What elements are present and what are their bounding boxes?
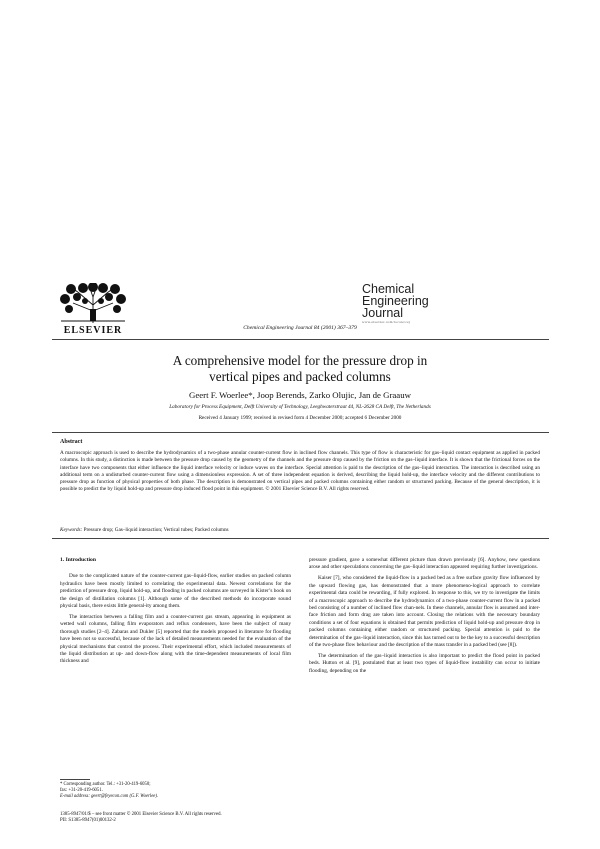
pii-line: PII: S1385-8947(01)00132-2: [60, 818, 116, 824]
footnote-divider: [60, 779, 90, 780]
paragraph: The interaction between a falling film and a counter-current gas stream, appearing in equipment as wetted wall columns, falling film evaporators and reflux condensers, have been the subject of many thorough studies [2–4]. Zabaras and Dukler [5] reported that the models proposed in literature for flooding have been not so successful, because of the lack of detailed measurements needed for the evaluation of the physical mechanisms that control the process. Their experimental effort, which included measurements of the liquid distribution at up- and down-flow along with the time-dependent measurements of local film thickness and: [60, 613, 291, 665]
elsevier-tree-icon: [55, 283, 131, 323]
paragraph: Kaiser [7], who considered the liquid-flow in a packed bed as a free surface gravity flow influenced by the upward flowing gas, has demonstrated that a more phenomeno-logical approach to correlate experimental data could be rewarding, if fully explored. In response to this, we try to investigate the limits of a macroscopic approach to describe the hydrodynamics of a two-phase counter-current flow in a packed bed consisting of a number of inclined flow chan-nels. In these channels, annular flow is assumed and inter-face friction and form drag are taken into account. Closing the relations with the necessary boundary conditions a set of four equations is obtained that permits prediction of liquid hold-up and pressure drop in packed columns containing either random or structured packing. Special attention is paid to the determination of the gas–liquid interaction, since this has turned out to be the key to a successful description of the two-phase flow behaviour and the description of the mass transfer in a packed bed (see [8]).: [309, 575, 540, 648]
journal-logo-line-2: Engineering: [362, 294, 429, 308]
copyright-footer: [60, 812, 310, 825]
publisher-name: ELSEVIER: [63, 325, 123, 336]
keywords: [60, 527, 540, 533]
journal-logo: [362, 283, 444, 324]
body-column-left: [60, 557, 291, 669]
abstract-top-divider: [52, 432, 549, 433]
footnote-line-1: * Corresponding author. Tel.: +31-20-419-6050;: [60, 782, 151, 787]
title-line-2: vertical pipes and packed columns: [209, 369, 391, 384]
affiliation: Laboratory for Process Equipment, Delft University of Technology, Leeghwaterstraat 44, NL-2628 CA Delft, The Netherlands: [169, 404, 431, 410]
footnote: [60, 782, 291, 800]
keywords-text: Pressure drop; Gas–liquid interaction; Vertical tubes; Packed columns: [83, 527, 229, 533]
section-heading: 1. Introduction: [60, 557, 96, 563]
abstract-heading: Abstract: [60, 439, 83, 445]
footnote-line-3: E-mail address: geert@feyecon.com (G.F. Woerlee).: [60, 794, 159, 799]
journal-logo-url: www.elsevier.com/locate/cej: [362, 320, 411, 324]
abstract-bottom-divider: [52, 538, 549, 539]
paragraph: The determination of the gas–liquid interaction is also important to predict the flood point in packed beds. Hutton et al. [9], postulated that at least two types of liquid-flow instability can occur to initiate flooding, depending on the: [309, 652, 540, 674]
paragraph: Due to the complicated nature of the counter-current gas–liquid-flow, earlier studies on packed column hydraulics have been mostly limited to correlating the experimental data. Newest correlations for the prediction of pressure drop, liquid hold-up, and flooding in packed columns are surveyed in Kister’s book on the design of distillation columns [1]. Although some of the described methods do incorporate sound physical basis, there exists little general-ity among them.: [60, 573, 291, 610]
article-title: [70, 353, 530, 385]
header-divider: [52, 339, 549, 340]
copyright-line: 1385-8947/01/$ – see front matter © 2001 Elsevier Science B.V. All rights reserved.: [60, 812, 222, 817]
keywords-label: Keywords:: [60, 527, 83, 533]
journal-logo-line-1: Chemical: [362, 282, 415, 296]
journal-logo-line-3: Journal: [362, 306, 403, 320]
title-line-1: A comprehensive model for the pressure drop in: [172, 353, 428, 368]
journal-citation: Chemical Engineering Journal 84 (2001) 367–379: [243, 325, 357, 331]
received-dates: Received 4 January 1999; received in revised form 4 December 2000; accepted 6 December 2000: [198, 415, 402, 421]
paragraph: pressure gradient, gave a somewhat different picture than drawn previously [6]. Anyhow, new questions arose and other speculations concerning the gas–liquid interaction appeared requiring further investigations.: [309, 557, 540, 571]
authors: Geert F. Woerlee*, Joop Berends, Zarko Olujic, Jan de Graauw: [189, 390, 411, 400]
abstract-text: A macroscopic approach is used to describe the hydrodynamics of a two-phase annular counter-current flow in inclined flow channels. This type of flow is characteristic for gas–liquid contact equipment as applied in packed columns. In this study, a distinction is made between the pressure drop caused by the geometry of the channels and the pressure drop caused by the friction on the gas–liquid interface. It is shown that the frictional forces on the interface have two components that either influence the liquid interface velocity or induce waves on the interface. Special attention is paid to the description of the gas–liquid interaction. The interaction is described using an additional term on a undisturbed counter-current flow using a dimensionless expression. A set of three independent equation is derived, describing the liquid hold-up, the interface velocity and the different contributions to pressure drop as function of physical properties of both phase. The description is demonstrated on vertical pipes and packed columns containing either random or structured packing. Because of the general description, it is possible to predict the by liquid hold-up and pressure drop induced flood point in this equipment. © 2001 Elsevier Science B.V. All rights reserved.: [60, 450, 540, 493]
body-column-right: [309, 557, 540, 679]
footnote-line-2: fax: +31-20-419-6051.: [60, 788, 103, 793]
elsevier-logo: [52, 283, 134, 336]
